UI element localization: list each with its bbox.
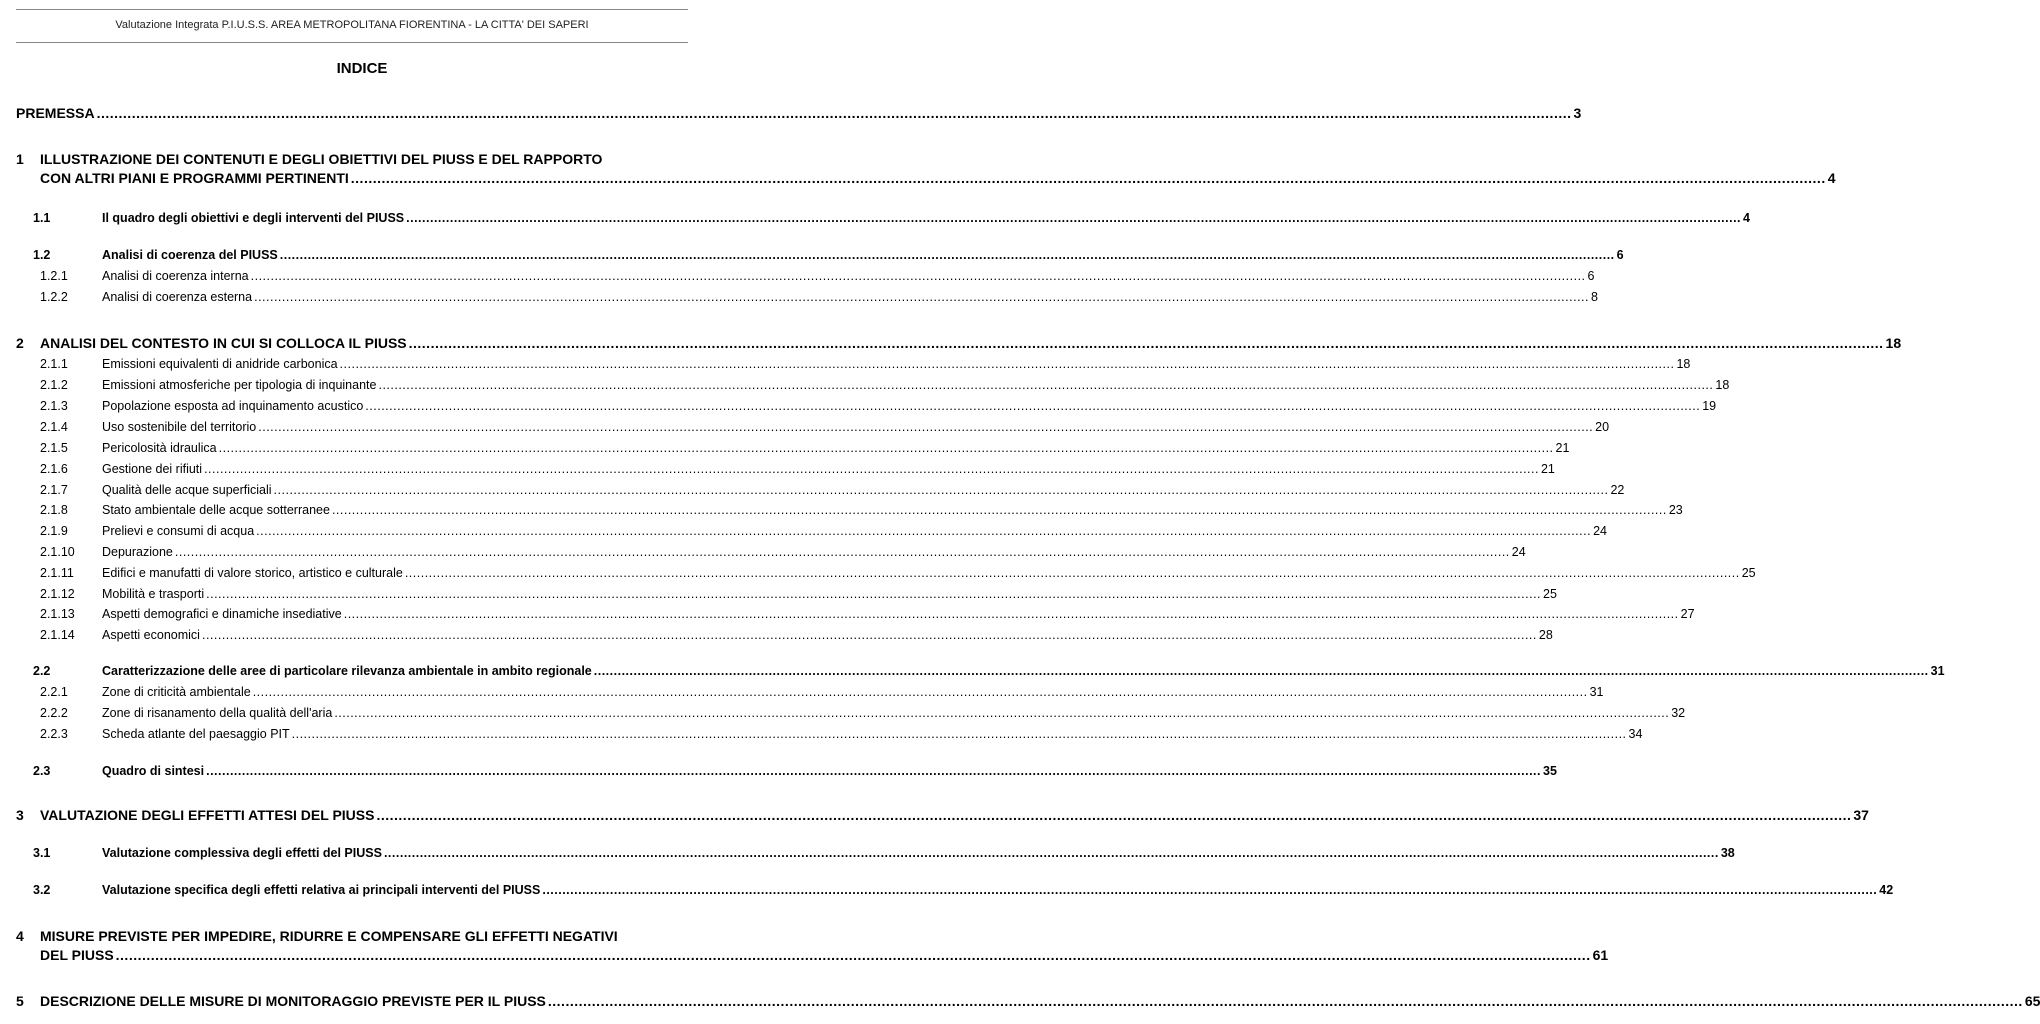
toc-entry-2-1-7[interactable]	[16, 483, 1625, 497]
toc-page-number: 4	[1827, 170, 1836, 186]
toc-entry-2-1-11[interactable]	[16, 566, 1756, 580]
toc-entry-2-1-5[interactable]	[16, 441, 1570, 455]
toc-entry-number: 3.2	[33, 883, 51, 897]
index-title: INDICE	[336, 60, 388, 77]
toc-entry-number: 3	[16, 807, 24, 823]
toc-entry-text: Analisi di coerenza del PIUSS	[102, 248, 278, 262]
toc-page-number: 4	[1743, 211, 1750, 225]
toc-entry-2-1-6[interactable]	[16, 462, 1555, 476]
toc-leader-dots	[344, 607, 1679, 621]
toc-entry-number: 2.1.3	[40, 399, 68, 413]
toc-entry-2-1-13[interactable]	[16, 607, 1695, 621]
toc-entry-number: 1	[16, 151, 24, 167]
toc-entry-text: Gestione dei rifiuti	[102, 462, 203, 476]
toc-entry-number: 2.1.9	[40, 524, 68, 538]
toc-leader-dots	[202, 628, 1537, 642]
toc-entry-text: Aspetti demografici e dinamiche insediative	[102, 607, 342, 621]
toc-page-number: 28	[1538, 628, 1553, 642]
toc-entry-text: Uso sostenibile del territorio	[102, 420, 257, 434]
toc-leader-dots	[409, 335, 1884, 351]
toc-entry-2-2-2[interactable]	[16, 706, 1686, 720]
toc-page-number: 18	[1715, 378, 1730, 392]
toc-entry-1-2-1[interactable]	[16, 269, 1595, 283]
toc-page-number: 6	[1616, 248, 1624, 262]
toc-entry-section-2[interactable]	[16, 335, 1902, 351]
toc-entry-section-3[interactable]	[16, 807, 1869, 823]
toc-entry-2-1-3[interactable]	[16, 399, 1717, 413]
toc-entry-2-1-9[interactable]	[16, 524, 1607, 538]
toc-page-number: 38	[1720, 846, 1735, 860]
toc-page-number: 31	[1589, 685, 1604, 699]
toc-entry-text-line2: CON ALTRI PIANI E PROGRAMMI PERTINENTI	[40, 170, 349, 186]
toc-leader-dots	[292, 727, 1627, 741]
toc-entry-text-line2: DEL PIUSS	[40, 947, 114, 963]
toc-entry-text: Depurazione	[102, 545, 173, 559]
toc-page-number: 3	[1573, 105, 1582, 121]
toc-leader-dots	[376, 807, 1851, 823]
toc-leader-dots	[542, 883, 1877, 897]
toc-entry-text: Emissioni equivalenti di anidride carbonica	[102, 357, 338, 371]
toc-leader-dots	[594, 664, 1929, 678]
toc-entry-text: Analisi di coerenza interna	[102, 269, 249, 283]
toc-entry-text: VALUTAZIONE DEGLI EFFETTI ATTESI DEL PIUSS	[40, 807, 375, 823]
toc-entry-text: Mobilità e trasporti	[102, 587, 205, 601]
toc-entry-number: 2.1.1	[40, 357, 68, 371]
toc-leader-dots	[206, 764, 1541, 778]
toc-page-number: 20	[1595, 420, 1610, 434]
toc-leader-dots	[378, 378, 1713, 392]
toc-leader-dots	[340, 357, 1675, 371]
toc-entry-text: Il quadro degli obiettivi e degli interventi del PIUSS	[102, 211, 405, 225]
toc-entry-section-5[interactable]	[16, 993, 2040, 1009]
toc-page-number: 37	[1853, 807, 1869, 823]
toc-entry-premessa[interactable]	[16, 105, 1582, 121]
toc-entry-number: 2	[16, 335, 24, 351]
toc-leader-dots	[351, 170, 1826, 186]
toc-entry-2-1-10[interactable]	[16, 545, 1526, 559]
toc-entry-text: Aspetti economici	[102, 628, 200, 642]
toc-entry-number: 2.1.7	[40, 483, 68, 497]
toc-entry-number: 2.1.11	[40, 566, 74, 580]
toc-entry-number: 5	[16, 993, 24, 1009]
toc-entry-number: 2.2.2	[40, 706, 68, 720]
toc-leader-dots	[254, 290, 1589, 304]
toc-entry-number: 2.1.5	[40, 441, 68, 455]
toc-page-number: 31	[1930, 664, 1945, 678]
toc-leader-dots	[251, 269, 1586, 283]
toc-page-number: 25	[1543, 587, 1557, 601]
toc-page-number: 65	[2024, 993, 2040, 1009]
toc-page-number: 18	[1676, 357, 1691, 371]
toc-entry-section-4[interactable]	[16, 928, 1609, 963]
toc-page-number: 32	[1671, 706, 1686, 720]
toc-entry-number: 2.1.10	[40, 545, 75, 559]
toc-page-number: 22	[1610, 483, 1625, 497]
toc-page-number: 25	[1741, 566, 1756, 580]
toc-entry-2-3[interactable]	[16, 764, 1557, 778]
toc-page-number: 24	[1593, 524, 1607, 538]
toc-entry-number: 2.1.4	[40, 420, 68, 434]
toc-entry-text: Caratterizzazione delle aree di particolare rilevanza ambientale in ambito regionale	[102, 664, 592, 678]
toc-entry-1-2[interactable]	[16, 248, 1624, 262]
toc-entry-1-2-2[interactable]	[16, 290, 1598, 304]
toc-leader-dots	[384, 846, 1719, 860]
toc-entry-text: ANALISI DEL CONTESTO IN CUI SI COLLOCA IL PIUSS	[40, 335, 407, 351]
toc-entry-text: Zone di risanamento della qualità dell'aria	[102, 706, 333, 720]
toc-entry-text: Scheda atlante del paesaggio PIT	[102, 727, 290, 741]
toc-entry-2-1-14[interactable]	[16, 628, 1553, 642]
toc-entry-2-1-4[interactable]	[16, 420, 1610, 434]
toc-leader-dots	[334, 706, 1669, 720]
toc-entry-text: PREMESSA	[16, 105, 95, 121]
toc-leader-dots	[406, 211, 1741, 225]
toc-entry-number: 2.2.1	[40, 685, 68, 699]
toc-entry-number: 2.2	[33, 664, 51, 678]
toc-leader-dots	[116, 947, 1591, 963]
toc-leader-dots	[332, 503, 1667, 517]
toc-entry-text: Pericolosità idraulica	[102, 441, 217, 455]
toc-page-number: 24	[1511, 545, 1526, 559]
toc-entry-number: 2.1.14	[40, 628, 75, 642]
toc-entry-2-1-2[interactable]	[16, 378, 1730, 392]
toc-entry-3-2[interactable]	[16, 883, 1894, 897]
toc-entry-2-2[interactable]	[16, 664, 1945, 678]
toc-entry-text: Zone di criticità ambientale	[102, 685, 251, 699]
toc-leader-dots	[274, 483, 1609, 497]
toc-page-number: 19	[1702, 399, 1717, 413]
toc-entry-section-1[interactable]	[16, 151, 1836, 186]
toc-page-number: 18	[1885, 335, 1902, 351]
toc-page-number: 21	[1555, 441, 1570, 455]
toc-entry-text: Prelievi e consumi di acqua	[102, 524, 255, 538]
toc-entry-text-line1: ILLUSTRAZIONE DEI CONTENUTI E DEGLI OBIETTIVI DEL PIUSS E DEL RAPPORTO	[40, 151, 603, 167]
toc-leader-dots	[548, 993, 2023, 1009]
toc-entry-number: 4	[16, 928, 24, 944]
toc-page-number: 42	[1879, 883, 1894, 897]
toc-entry-number: 2.1.13	[40, 607, 75, 621]
toc-entry-text: Stato ambientale delle acque sotterranee	[102, 503, 330, 517]
running-header: Valutazione Integrata P.I.U.S.S. AREA METROPOLITANA FIORENTINA - LA CITTA' DEI SAPERI	[16, 9, 688, 43]
toc-entry-number: 1.2.2	[40, 290, 68, 304]
toc-entry-number: 1.2.1	[40, 269, 68, 283]
toc-entry-text: Qualità delle acque superficiali	[102, 483, 272, 497]
toc-page-number: 61	[1592, 947, 1609, 963]
toc-entry-text: Edifici e manufatti di valore storico, artistico e culturale	[102, 566, 403, 580]
toc-page-number: 34	[1628, 727, 1643, 741]
toc-entry-number: 2.1.6	[40, 462, 68, 476]
toc-entry-2-2-3[interactable]	[16, 727, 1643, 741]
toc-entry-number: 2.1.8	[40, 503, 68, 517]
toc-leader-dots	[175, 545, 1510, 559]
toc-entry-number: 1.1	[33, 211, 51, 225]
toc-leader-dots	[253, 685, 1588, 699]
toc-entry-2-1-8[interactable]	[16, 503, 1683, 517]
toc-leader-dots	[256, 524, 1591, 538]
toc-entry-text: DESCRIZIONE DELLE MISURE DI MONITORAGGIO PREVISTE PER IL PIUSS	[40, 993, 546, 1009]
toc-entry-text: Valutazione specifica degli effetti relativa ai principali interventi del PIUSS	[102, 883, 541, 897]
toc-entry-3-1[interactable]	[16, 846, 1735, 860]
toc-page-number: 8	[1591, 290, 1598, 304]
toc-entry-number: 2.2.3	[40, 727, 68, 741]
toc-entry-number: 2.1.12	[40, 587, 75, 601]
toc-page-number: 27	[1680, 607, 1695, 621]
toc-entry-text: Emissioni atmosferiche per tipologia di inquinante	[102, 378, 377, 392]
toc-page-number: 6	[1587, 269, 1595, 283]
toc-entry-number: 1.2	[33, 248, 51, 262]
toc-leader-dots	[405, 566, 1740, 580]
toc-entry-2-1-12[interactable]	[16, 587, 1557, 601]
toc-leader-dots	[365, 399, 1700, 413]
toc-entry-number: 2.3	[33, 764, 51, 778]
toc-leader-dots	[219, 441, 1554, 455]
toc-leader-dots	[204, 462, 1539, 476]
toc-entry-number: 3.1	[33, 846, 51, 860]
toc-leader-dots	[258, 420, 1593, 434]
toc-entry-2-1-1[interactable]	[16, 357, 1691, 371]
toc-entry-text: Popolazione esposta ad inquinamento acustico	[102, 399, 364, 413]
toc-entry-text: Analisi di coerenza esterna	[102, 290, 253, 304]
toc-leader-dots	[280, 248, 1615, 262]
toc-page-number: 35	[1543, 764, 1557, 778]
toc-entry-2-2-1[interactable]	[16, 685, 1604, 699]
toc-leader-dots	[97, 105, 1572, 121]
toc-entry-1-1[interactable]	[16, 211, 1750, 225]
toc-entry-text: Valutazione complessiva degli effetti del PIUSS	[102, 846, 382, 860]
toc-entry-text: Quadro di sintesi	[102, 764, 205, 778]
toc-page-number: 21	[1540, 462, 1555, 476]
toc-entry-number: 2.1.2	[40, 378, 68, 392]
toc-page-number: 23	[1668, 503, 1683, 517]
toc-entry-text-line1: MISURE PREVISTE PER IMPEDIRE, RIDURRE E COMPENSARE GLI EFFETTI NEGATIVI	[40, 928, 618, 944]
toc-leader-dots	[206, 587, 1541, 601]
